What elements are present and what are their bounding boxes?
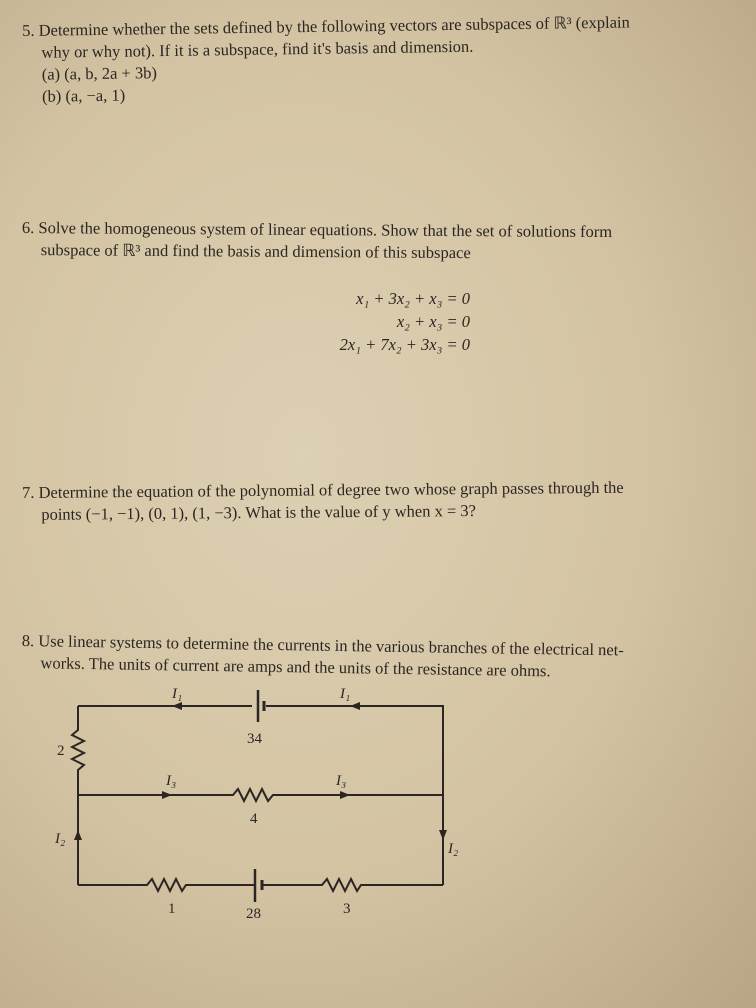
arrow-up-icon xyxy=(74,830,82,840)
label-1: 1 xyxy=(168,901,176,917)
question-number: 5. xyxy=(22,20,35,40)
label-I3-right: I₃ xyxy=(336,773,347,789)
label-I2-left: I₂ xyxy=(55,831,66,847)
label-2: 2 xyxy=(57,743,65,759)
question-text: why or why not). If it is a subspace, find it's basis and dimension. xyxy=(41,36,474,62)
equation: x₂ + x₃ = 0 xyxy=(396,312,470,331)
question-number: 8. xyxy=(21,630,35,651)
arrow-left-icon xyxy=(172,702,182,710)
question-text: Use linear systems to determine the currents in the various branches of the electrical net- xyxy=(38,631,624,660)
question-text: works. The units of current are amps and the units of the resistance are ohms. xyxy=(40,653,551,681)
arrow-down-icon xyxy=(439,830,447,840)
arrow-right-icon xyxy=(340,791,350,799)
equation: 2x₁ + 7x₂ + 3x₃ = 0 xyxy=(339,335,470,354)
part-a: (a) (a, b, 2a + 3b) xyxy=(41,63,158,84)
label-I1-right: I₁ xyxy=(340,686,351,702)
question-text: Determine the equation of the polynomial of degree two whose graph passes through the xyxy=(38,477,624,502)
label-I2-right: I₂ xyxy=(448,841,459,857)
resistor-3 xyxy=(262,879,443,891)
resistor-1 xyxy=(78,879,254,891)
question-text: points (−1, −1), (0, 1), (1, −3). What is the value of y when x = 3? xyxy=(41,501,477,524)
label-4: 4 xyxy=(250,811,258,827)
resistor-4 xyxy=(78,789,443,801)
equation: x₁ + 3x₂ + x₃ = 0 xyxy=(356,289,470,308)
question-text: subspace of ℝ³ and find the basis and dimension of this subspace xyxy=(40,240,471,263)
question-number: 7. xyxy=(22,482,35,502)
arrow-left-icon xyxy=(350,702,360,710)
question-text: Solve the homogeneous system of linear equations. Show that the set of solutions form xyxy=(38,218,613,242)
question-number: 6. xyxy=(21,217,35,238)
label-I3-left: I₃ xyxy=(166,773,177,789)
label-28: 28 xyxy=(246,906,261,922)
label-34: 34 xyxy=(247,731,262,747)
label-I1-left: I₁ xyxy=(172,686,183,702)
label-3: 3 xyxy=(343,901,351,917)
part-b: (b) (a, −a, 1) xyxy=(41,85,126,106)
arrow-right-icon xyxy=(162,791,172,799)
question-text: Determine whether the sets defined by the following vectors are subspaces of ℝ³ (explain xyxy=(38,12,630,40)
